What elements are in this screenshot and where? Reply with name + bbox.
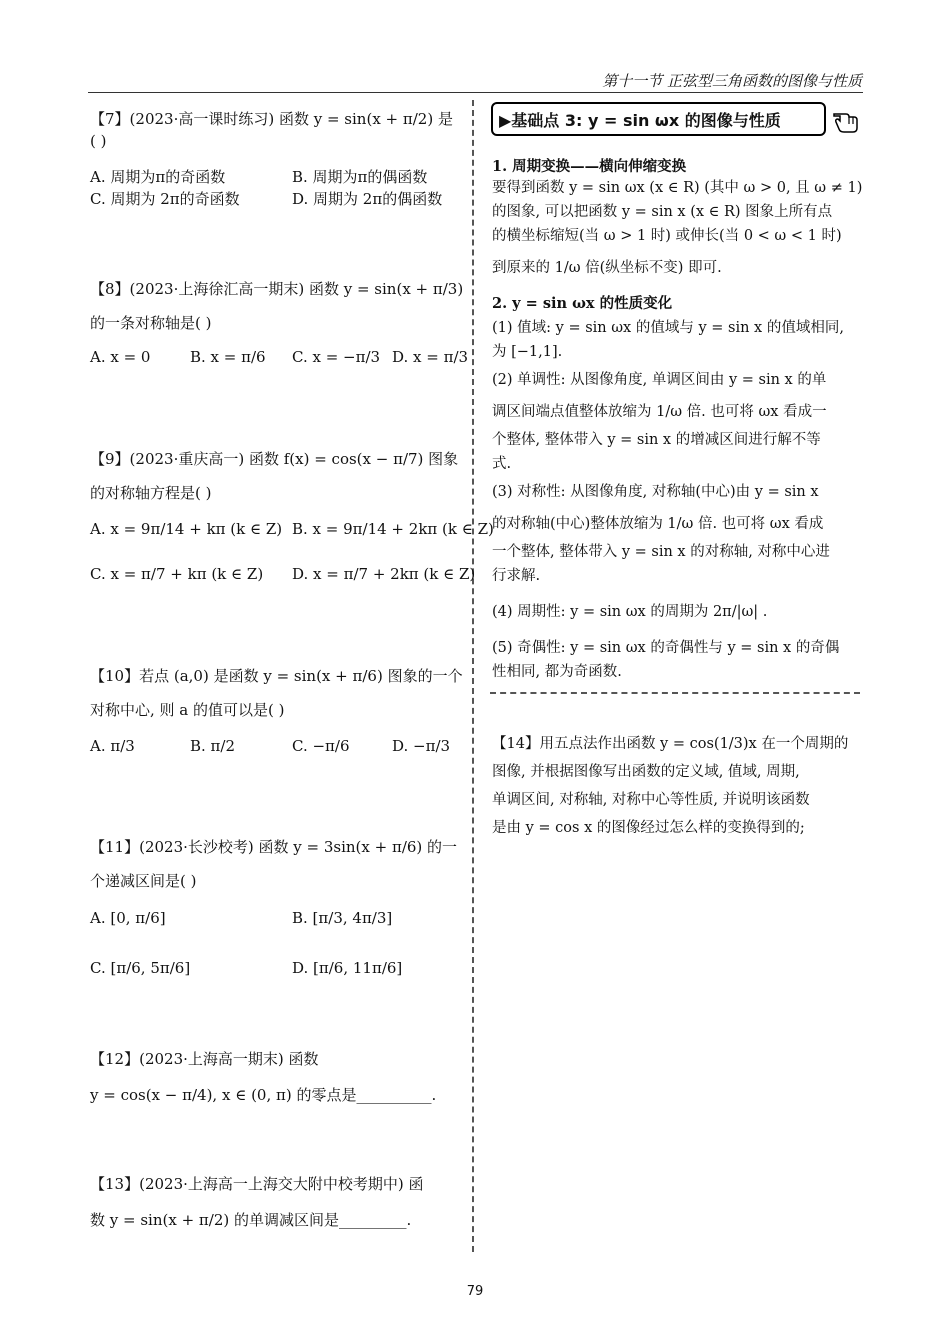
question-11 (90, 836, 457, 892)
q10-option-d: D. −π/3 (392, 737, 451, 755)
q11-option-c: C. [π/6, 5π/6] (90, 959, 191, 977)
s2-body (492, 316, 844, 684)
question-9 (90, 448, 458, 504)
s2-line: (2) 单调性: 从图像角度, 单调区间由 y = sin x 的单 (492, 372, 827, 388)
q9-stem-cont: 的对称轴方程是( ) (90, 484, 212, 502)
s2-line: 调区间端点值整体放缩为 1/ω 倍. 也可将 ωx 看成一 (492, 404, 827, 420)
s2-line: 性相同, 都为奇函数. (492, 664, 622, 680)
q14-line: 图像, 并根据图像写出函数的定义域, 值域, 周期, (492, 764, 800, 780)
s2-title: 2. y = sin ωx 的性质变化 (492, 295, 673, 312)
question-13 (90, 1173, 424, 1231)
q14-line: 【14】用五点法作出函数 y = cos(1/3)x 在一个周期的 (492, 736, 849, 752)
s2-line: (5) 奇偶性: y = sin ωx 的奇偶性与 y = sin x 的奇偶 (492, 640, 840, 656)
header-rule (88, 92, 863, 93)
q9-option-b: B. x = 9π/14 + 2kπ (k ∈ Z) (292, 520, 494, 538)
q9-stem: 【9】(2023·重庆高一) 函数 f(x) = cos(x − π/7) 图象 (90, 450, 459, 468)
s1-line: 要得到函数 y = sin ωx (x ∈ R) (其中 ω > 0, 且 ω ≠ 1) (492, 180, 863, 196)
q11-stem-cont: 个递减区间是( ) (90, 872, 197, 890)
s2-line: (4) 周期性: y = sin ωx 的周期为 2π/|ω| . (492, 604, 768, 620)
q10-option-c: C. −π/6 (292, 737, 350, 755)
column-divider (472, 100, 474, 1252)
q11-option-d: D. [π/6, 11π/6] (292, 959, 403, 977)
question-14 (492, 730, 848, 842)
s2-line: 一个整体, 整体带入 y = sin x 的对称轴, 对称中心进 (492, 544, 830, 560)
s1-body (492, 176, 862, 280)
pointing-hand-icon (830, 104, 860, 138)
q9-option-a: A. x = 9π/14 + kπ (k ∈ Z) (90, 520, 283, 538)
q8-option-b: B. x = π/6 (190, 348, 266, 366)
q10-stem-cont: 对称中心, 则 a 的值可以是( ) (90, 701, 285, 719)
q7-option-a: A. 周期为π的奇函数 (90, 168, 226, 186)
q11-option-a: A. [0, π/6] (90, 909, 166, 927)
q7-option-c: C. 周期为 2π的奇函数 (90, 190, 240, 208)
section-badge (491, 102, 826, 136)
q8-option-d: D. x = π/3 (392, 348, 469, 366)
q9-option-c: C. x = π/7 + kπ (k ∈ Z) (90, 565, 264, 583)
q8-stem: 【8】(2023·上海徐汇高一期末) 函数 y = sin(x + π/3) (90, 280, 464, 298)
s2-line: 式. (492, 456, 512, 472)
q10-option-a: A. π/3 (90, 737, 135, 755)
q7-blank: ( ) (90, 132, 107, 150)
page-header: 第十一节 正弦型三角函数的图像与性质 (602, 72, 862, 90)
s1-line: 的图象, 可以把函数 y = sin x (x ∈ R) 图象上所有点 (492, 204, 833, 220)
q8-option-c: C. x = −π/3 (292, 348, 381, 366)
page-number: 79 (466, 1284, 484, 1299)
s2-line: 行求解. (492, 568, 541, 584)
s2-line: 的对称轴(中心)整体放缩为 1/ω 倍. 也可将 ωx 看成 (492, 516, 824, 532)
question-12 (90, 1048, 436, 1106)
section-divider (490, 692, 860, 694)
section-title: ▶基础点 3: y = sin ωx 的图像与性质 (499, 111, 781, 130)
q12-stem: 【12】(2023·上海高一期末) 函数 (90, 1050, 319, 1068)
q8-option-a: A. x = 0 (90, 348, 151, 366)
q7-option-b: B. 周期为π的偶函数 (292, 168, 428, 186)
q10-stem: 【10】若点 (a,0) 是函数 y = sin(x + π/6) 图象的一个 (90, 667, 463, 685)
q12-stem-cont: y = cos(x − π/4), x ∈ (0, π) 的零点是__________. (90, 1086, 437, 1104)
s2-line: (3) 对称性: 从图像角度, 对称轴(中心)由 y = sin x (492, 484, 819, 500)
s2-line: (1) 值域: y = sin ωx 的值域与 y = sin x 的值域相同, (492, 320, 844, 336)
s1-line: 到原来的 1/ω 倍(纵坐标不变) 即可. (492, 260, 722, 276)
q13-stem-cont: 数 y = sin(x + π/2) 的单调减区间是_________. (90, 1211, 412, 1229)
q14-line: 是由 y = cos x 的图像经过怎么样的变换得到的; (492, 820, 805, 836)
q7-stem: 【7】(2023·高一课时练习) 函数 y = sin(x + π/2) 是 (90, 110, 453, 128)
question-7 (90, 108, 453, 152)
q8-stem-cont: 的一条对称轴是( ) (90, 314, 212, 332)
s1-line: 的横坐标缩短(当 ω > 1 时) 或伸长(当 0 < ω < 1 时) (492, 228, 842, 244)
q11-option-b: B. [π/3, 4π/3] (292, 909, 393, 927)
s2-line: 个整体, 整体带入 y = sin x 的增减区间进行解不等 (492, 432, 821, 448)
q9-option-d: D. x = π/7 + 2kπ (k ∈ Z) (292, 565, 476, 583)
s1-title: 1. 周期变换——横向伸缩变换 (492, 158, 687, 175)
s2-line: 为 [−1,1]. (492, 344, 563, 360)
q7-option-d: D. 周期为 2π的偶函数 (292, 190, 443, 208)
q14-line: 单调区间, 对称轴, 对称中心等性质, 并说明该函数 (492, 792, 810, 808)
q10-option-b: B. π/2 (190, 737, 236, 755)
question-10 (90, 665, 463, 721)
q11-stem: 【11】(2023·长沙校考) 函数 y = 3sin(x + π/6) 的一 (90, 838, 458, 856)
question-8 (90, 278, 463, 334)
q13-stem: 【13】(2023·上海高一上海交大附中校考期中) 函 (90, 1175, 424, 1193)
